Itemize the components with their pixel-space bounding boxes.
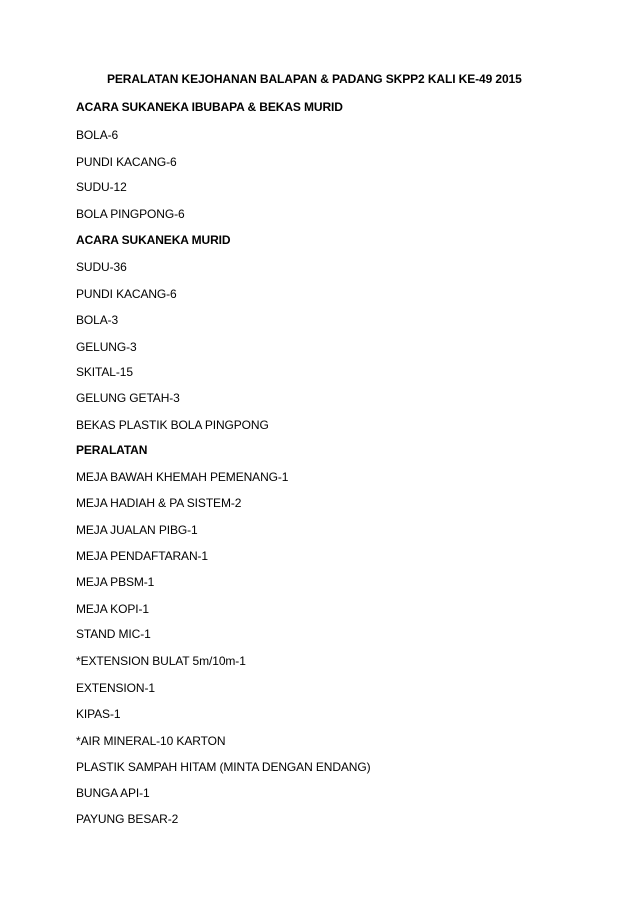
- list-item: BOLA-3: [76, 313, 119, 327]
- list-item: BOLA-6: [76, 128, 119, 142]
- list-item: BOLA PINGPONG-6: [76, 207, 185, 221]
- list-item: *AIR MINERAL-10 KARTON: [76, 734, 226, 748]
- list-item: SUDU-36: [76, 260, 127, 274]
- list-item: MEJA BAWAH KHEMAH PEMENANG-1: [76, 470, 289, 484]
- list-item: MEJA HADIAH & PA SISTEM-2: [76, 496, 242, 510]
- list-item: BEKAS PLASTIK BOLA PINGPONG: [76, 418, 269, 432]
- section-heading-sukaneka-murid: ACARA SUKANEKA MURID: [76, 233, 231, 247]
- list-item: GELUNG-3: [76, 340, 137, 354]
- list-item: MEJA PBSM-1: [76, 575, 155, 589]
- section-heading-sukaneka-ibubapa: ACARA SUKANEKA IBUBAPA & BEKAS MURID: [76, 100, 343, 114]
- list-item: STAND MIC-1: [76, 627, 151, 641]
- list-item: PUNDI KACANG-6: [76, 155, 177, 169]
- list-item: PAYUNG BESAR-2: [76, 812, 179, 826]
- list-item: PUNDI KACANG-6: [76, 287, 177, 301]
- list-item: MEJA JUALAN PIBG-1: [76, 523, 198, 537]
- list-item: EXTENSION-1: [76, 681, 155, 695]
- list-item: MEJA KOPI-1: [76, 602, 149, 616]
- section-heading-peralatan: PERALATAN: [76, 443, 148, 457]
- list-item: MEJA PENDAFTARAN-1: [76, 549, 208, 563]
- list-item: BUNGA API-1: [76, 786, 150, 800]
- document-title: PERALATAN KEJOHANAN BALAPAN & PADANG SKPP2 KALI KE-49 2015: [107, 72, 522, 86]
- list-item: KIPAS-1: [76, 707, 121, 721]
- list-item: SUDU-12: [76, 180, 127, 194]
- list-item: GELUNG GETAH-3: [76, 391, 180, 405]
- list-item: *EXTENSION BULAT 5m/10m-1: [76, 654, 246, 668]
- list-item: PLASTIK SAMPAH HITAM (MINTA DENGAN ENDANG): [76, 760, 371, 774]
- list-item: SKITAL-15: [76, 365, 133, 379]
